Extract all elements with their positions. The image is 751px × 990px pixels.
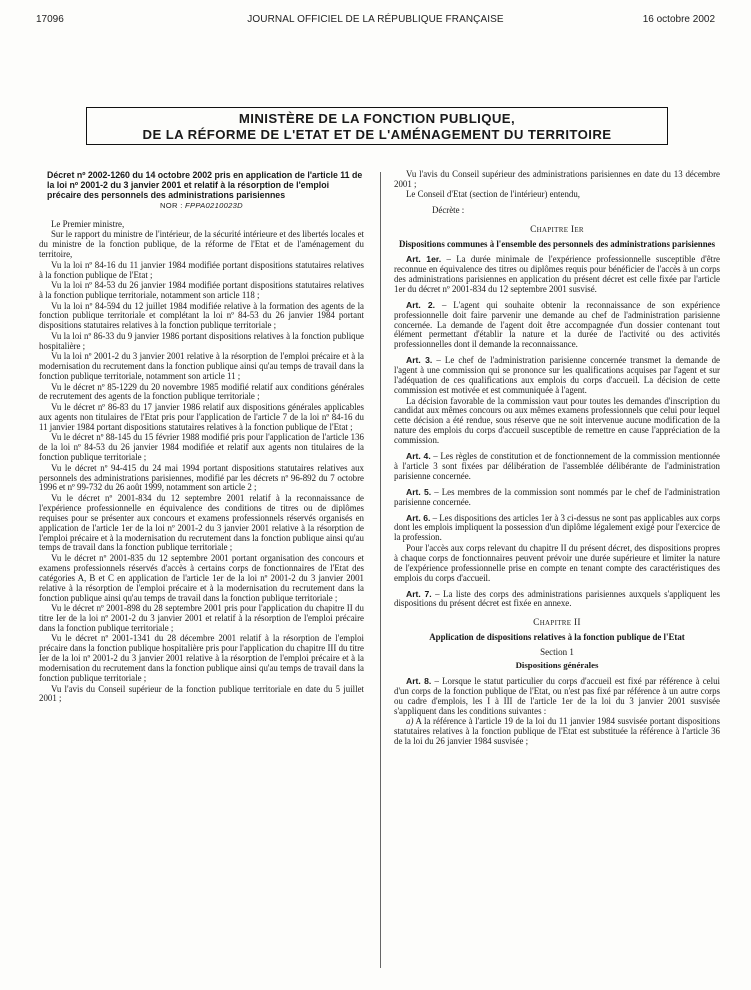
visa-paragraph: Vu l'avis du Conseil supérieur des administrations parisiennes en date du 13 décembre 2001 ; bbox=[394, 169, 720, 189]
item-letter: a) bbox=[406, 716, 414, 727]
article-3 bbox=[394, 356, 720, 396]
right-column bbox=[394, 170, 720, 747]
visa-paragraph: Le Premier ministre, bbox=[51, 218, 125, 229]
article-number: Art. 8. bbox=[406, 676, 432, 687]
visa-paragraph: Vu le décret nº 86-83 du 17 janvier 1986 relatif aux dispositions générales applicables aux agents non titulaires de l'Etat pris pour l'application de l'article 7 de la loi nº 84-16 du 11 janvier 1984 portant dispositions statutaires relatives à la fonction publique de l'Etat ; bbox=[39, 401, 364, 432]
visa-paragraph: Le Conseil d'Etat (section de l'intérieur) entendu, bbox=[406, 189, 580, 200]
decree-nor bbox=[39, 201, 364, 211]
article-4 bbox=[394, 452, 720, 482]
article-text: – La liste des corps des administrations parisiennes auxquels s'appliquent les dispositions du présent décret est fixée en annexe. bbox=[394, 588, 720, 609]
article-text: – L'agent qui souhaite obtenir la reconnaissance de son expérience professionnelle doit faire parvenir une demande au chef de l'administration parisienne concernée. La demande de l'agent doit être accompagnée d'un dossier contenant tout élément permettant d'établir la nature et la durée de l'activité ou des activités professionnelles dont il demande la reconnaissance. bbox=[394, 299, 720, 350]
visa-paragraph: Vu le décret nº 2001-1341 du 28 décembre 2001 relatif à la résorption de l'emploi précaire dans la fonction publique hospitalière pris pour l'application du chapitre III du titre Ier de la loi nº 2001-2 du 3 janvier 2001 relative à la résorption de l'emploi précaire et à la modernisation du recrutement dans la fonction publique ainsi qu'au temps de travail dans la fonction publique territoriale ; bbox=[39, 633, 364, 683]
ministry-heading-box bbox=[86, 107, 668, 145]
article-2 bbox=[394, 301, 720, 351]
ministry-heading-line-2: DE LA RÉFORME DE L'ETAT ET DE L'AMÉNAGEMENT DU TERRITOIRE bbox=[142, 127, 612, 142]
article-6-continuation: Pour l'accès aux corps relevant du chapitre II du présent décret, des dispositions propres à chaque corps de fonctionnaires peuvent prévoir une durée supérieure et limiter la nature de l'expérience professionnelle prise en compte en tenant compte des caractéristiques des emplois du corps d'accueil. bbox=[394, 542, 720, 583]
visa-paragraph: Vu le décret nº 2001-835 du 12 septembre 2001 portant organisation des concours et examens professionnels réservés d'accès à certains corps de fonctionnaires de l'Etat des catégories A, B et C en application de l'article 1er de la loi nº 2001-2 du 3 janvier 2001 relative à la résorption de l'emploi précaire et à la modernisation du recrutement dans la fonction publique ainsi qu'au temps de travail dans la fonction publique territoriale ; bbox=[39, 552, 364, 603]
article-number: Art. 1er. bbox=[406, 254, 442, 265]
ministry-heading-line-1: MINISTÈRE DE LA FONCTION PUBLIQUE, bbox=[238, 111, 516, 126]
visa-paragraph: Vu la loi nº 86-33 du 9 janvier 1986 portant dispositions relatives à la fonction publique hospitalière ; bbox=[39, 330, 364, 351]
section-1-label: Section 1 bbox=[540, 647, 574, 658]
left-column bbox=[39, 170, 364, 704]
visa-paragraph: Vu la loi nº 84-16 du 11 janvier 1984 modifiée portant dispositions statutaires relatives à la fonction publique de l'Etat ; bbox=[39, 259, 364, 280]
decrete-line: Décrète : bbox=[432, 205, 465, 216]
visa-paragraph: Vu la loi nº 2001-2 du 3 janvier 2001 relative à la résorption de l'emploi précaire et à la modernisation du recrutement dans la fonction publique ainsi qu'au temps de travail dans la fonction publique territoriale, notamment son article 11 ; bbox=[39, 351, 364, 382]
item-text: A la référence à l'article 19 de la loi du 11 janvier 1984 susvisée portant dispositions statutaires relatives à la fonction publique de l'Etat est substituée la référence à l'article 36 de la loi du 26 janvier 1984 susvisée ; bbox=[394, 716, 720, 747]
article-1 bbox=[394, 255, 720, 295]
article-6 bbox=[394, 514, 720, 544]
page-number: 17096 bbox=[36, 14, 64, 25]
article-number: Art. 5. bbox=[406, 486, 432, 497]
article-number: Art. 3. bbox=[406, 355, 433, 366]
nor-code: FPPA0210023D bbox=[185, 201, 243, 210]
article-number: Art. 7. bbox=[406, 588, 432, 599]
issue-date: 16 octobre 2002 bbox=[642, 14, 715, 25]
article-text: – La durée minimale de l'expérience professionnelle susceptible d'être reconnue en équivalence des titres ou diplômes requis pour bénéficier de l'accès à un corps des administrations parisiennes en application du présent décret est celle fixée par l'article 1er du décret nº 2001-834 du 12 septembre 2001 susvisé. bbox=[394, 254, 720, 294]
article-number: Art. 4. bbox=[406, 451, 431, 462]
visa-paragraph: Vu le décret nº 85-1229 du 20 novembre 1985 modifié relatif aux conditions générales de recrutement des agents de la fonction publique territoriale ; bbox=[39, 381, 364, 402]
chapter-1-label: Chapitre Ier bbox=[530, 225, 584, 236]
article-text: – Lorsque le statut particulier du corps d'accueil est fixé par référence à celui d'un corps de la fonction publique de l'Etat, ou n'est pas fixé par référence à un autre corps ou cadre d'emplois, les I à III de l'article 1er de la loi du 3 janvier 2001 susvisée s'appliquent dans les conditions suivantes : bbox=[394, 676, 720, 716]
visa-paragraph: Vu la loi nº 84-53 du 26 janvier 1984 modifiée portant dispositions statutaires relatives à la fonction publique territoriale, notamment son article 118 ; bbox=[39, 280, 364, 301]
visa-paragraph: Sur le rapport du ministre de l'intérieur, de la sécurité intérieure et des libertés locales et du ministre de la fonction publique, de la réforme de l'Etat et de l'aménagement du territoire, bbox=[39, 229, 364, 260]
chapter-2-label: Chapitre II bbox=[533, 618, 581, 629]
visa-paragraph: Vu l'avis du Conseil supérieur de la fonction publique territoriale en date du 5 juillet 2001 ; bbox=[39, 683, 364, 704]
visa-paragraph: Vu le décret nº 2001-834 du 12 septembre 2001 relatif à la reconnaissance de l'expérience professionnelle en équivalence des conditions de titres ou de diplômes requises pour se présenter aux concours et examens professionnels réservés organisés en application de l'article 1er de la loi nº 2001-2 du 3 janvier 2001 relative à la résorption de l'emploi précaire et à la modernisation du recrutement dans la fonction publique ainsi qu'au temps de travail dans la fonction publique territoriale ; bbox=[39, 492, 364, 553]
chapter-2-title: Application de dispositions relatives à la fonction publique de l'Etat bbox=[429, 632, 685, 643]
visa-list bbox=[39, 220, 364, 704]
article-text: – Le chef de l'administration parisienne concernée transmet la demande de l'agent à une commission qui se prononce sur les qualifications acquises par l'agent et sur l'adéquation de ces qualifications aux emplois du corps d'accueil. La décision de cette commission est motivée et est communiquée à l'agent. bbox=[394, 355, 720, 395]
visa-paragraph: Vu le décret nº 88-145 du 15 février 1988 modifié pris pour l'application de l'article 136 de la loi nº 84-53 du 26 janvier 1984 modifiée et relatif aux agents non titulaires de la fonction publique territoriale ; bbox=[39, 432, 364, 463]
journal-title: JOURNAL OFFICIEL DE LA RÉPUBLIQUE FRANÇAISE bbox=[247, 14, 504, 25]
nor-label: NOR : bbox=[160, 201, 183, 210]
chapter-1-title: Dispositions communes à l'ensemble des personnels des administrations parisiennes bbox=[398, 239, 716, 250]
article-8-item-a bbox=[394, 717, 720, 747]
article-text: – Les membres de la commission sont nommés par le chef de l'administration parisienne concernée. bbox=[394, 486, 720, 507]
article-3-continuation: La décision favorable de la commission vaut pour toutes les demandes d'inscription du candidat aux mêmes concours ou aux mêmes examens professionnels que celui pour lequel cette décision a été rendue, sous réserve que ne soit intervenue aucune modification de la nature des emplois du corps d'accueil susceptible de remettre en cause l'appréciation de la commission. bbox=[394, 395, 720, 446]
article-8 bbox=[394, 677, 720, 717]
decree-title: Décret nº 2002-1260 du 14 octobre 2002 pris en application de l'article 11 de la loi nº 2001-2 du 3 janvier 2001 et relatif à la résorption de l'emploi précaire des personnels des administrations parisiennes bbox=[47, 170, 363, 200]
article-number: Art. 6. bbox=[406, 512, 431, 523]
article-5 bbox=[394, 488, 720, 508]
visa-paragraph: Vu le décret nº 94-415 du 24 mai 1994 portant dispositions statutaires relatives aux personnels des administrations parisiennes, modifié par les décrets nº 96-892 du 7 octobre 1996 et nº 99-732 du 26 août 1999, notamment son article 2 ; bbox=[39, 462, 364, 493]
article-text: – Les règles de constitution et de fonctionnement de la commission mentionnée à l'article 3 sont fixées par délibération de l'assemblée délibérante de l'administration parisienne concernée. bbox=[394, 451, 720, 481]
visa-paragraph: Vu la loi nº 84-594 du 12 juillet 1984 modifiée relative à la formation des agents de la fonction publique territoriale et complétant la loi nº 84-53 du 26 janvier 1984 portant dispositions statutaires relatives à la fonction publique territoriale ; bbox=[39, 300, 364, 331]
article-number: Art. 2. bbox=[406, 299, 436, 310]
article-7 bbox=[394, 590, 720, 610]
visa-paragraph: Vu le décret nº 2001-898 du 28 septembre 2001 pris pour l'application du chapitre II du titre Ier de la loi nº 2001-2 du 3 janvier 2001 et relatif à la résorption de l'emploi précaire dans la fonction publique territoriale ; bbox=[39, 603, 364, 633]
column-divider bbox=[380, 172, 381, 968]
running-header bbox=[36, 14, 715, 30]
article-text: – Les dispositions des articles 1er à 3 ci-dessus ne sont pas applicables aux corps dont les emplois impliquent la possession d'un diplôme légalement exigé pour l'exercice de la profession. bbox=[394, 512, 720, 543]
section-1-title: Dispositions générales bbox=[515, 660, 599, 671]
